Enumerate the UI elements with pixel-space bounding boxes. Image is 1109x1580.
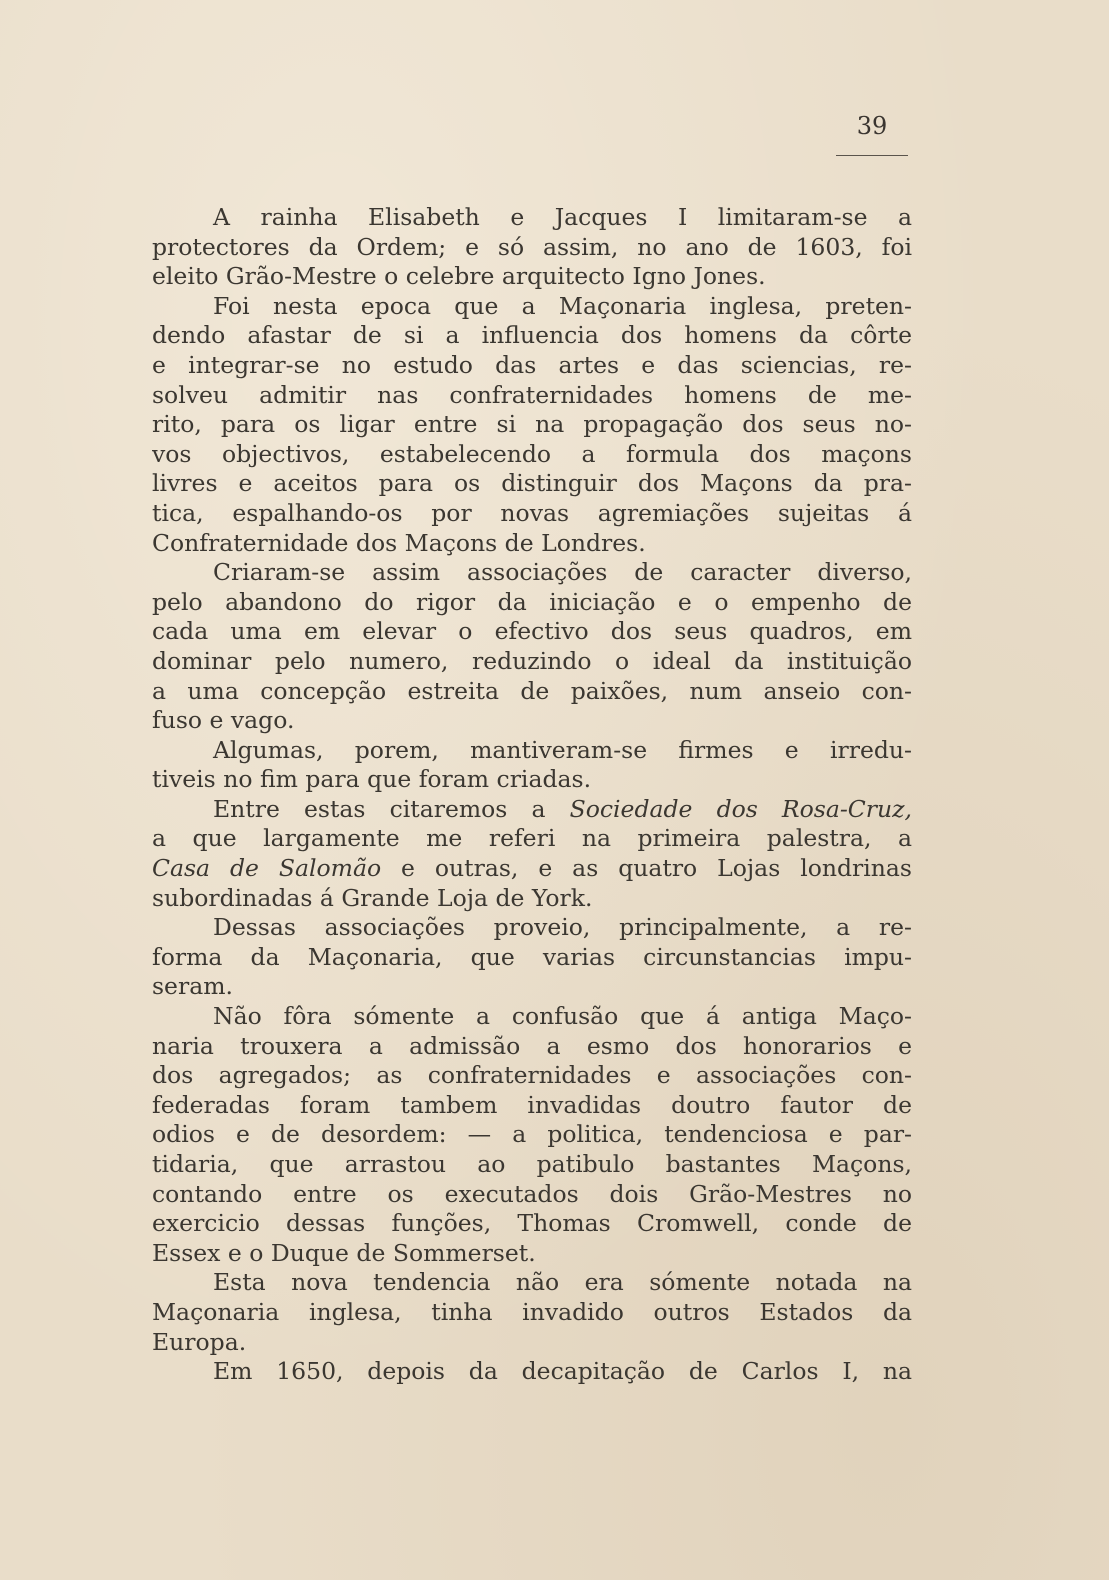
page-number: 39: [856, 112, 888, 140]
text-line: contando entre os executados dois Grão-Mestres no: [152, 1179, 912, 1208]
body-text: [152, 203, 912, 1387]
text-line: odios e de desordem: — a politica, tendenciosa e par-: [152, 1120, 912, 1149]
text-line: Esta nova tendencia não era sómente notada na: [213, 1268, 912, 1297]
text-line: Dessas associações proveio, principalmente, a re-: [213, 913, 912, 942]
italic-title: Sociedade dos Rosa-Cruz,: [569, 794, 912, 823]
text-line: Europa.: [152, 1327, 247, 1356]
text-line: subordinadas á Grande Loja de York.: [152, 883, 593, 912]
header-rule: [836, 155, 908, 156]
text-line: dos agregados; as confraternidades e associações con-: [152, 1061, 912, 1090]
text-line: tidaria, que arrastou ao patibulo bastantes Maçons,: [152, 1150, 912, 1178]
text-span: Entre estas citaremos a: [213, 794, 570, 823]
text-line: Confraternidade dos Maçons de Londres.: [152, 528, 646, 557]
text-line: Maçonaria inglesa, tinha invadido outros Estados da: [152, 1297, 912, 1326]
text-line: eleito Grão-Mestre o celebre arquitecto Igno Jones.: [152, 262, 766, 291]
text-line: Em 1650, depois da decapitação de Carlos I, na: [213, 1357, 912, 1386]
text-line: [152, 854, 912, 884]
text-line: Criaram-se assim associações de caracter diverso,: [213, 558, 912, 587]
text-line: e integrar-se no estudo das artes e das sciencias, re-: [152, 350, 912, 379]
text-line: fuso e vago.: [152, 706, 295, 735]
text-line: federadas foram tambem invadidas doutro fautor de: [152, 1090, 912, 1119]
text-line: A rainha Elisabeth e Jacques I limitaram-se a: [213, 203, 912, 231]
text-line: Foi nesta epoca que a Maçonaria inglesa, preten-: [213, 291, 912, 320]
text-line: dendo afastar de si a influencia dos homens da côrte: [152, 321, 912, 350]
text-line: tiveis no fim para que foram criadas.: [152, 765, 592, 794]
text-line: exercicio dessas funções, Thomas Cromwell, conde de: [152, 1209, 912, 1238]
text-line: cada uma em elevar o efectivo dos seus quadros, em: [152, 617, 912, 646]
text-line: forma da Maçonaria, que varias circunstancias impu-: [152, 942, 912, 971]
text-line: [152, 795, 912, 825]
text-line: seram.: [152, 972, 233, 1001]
text-span: e outras, e as quatro Lojas londrinas: [381, 854, 912, 883]
text-line: solveu admitir nas confraternidades homens de me-: [152, 380, 912, 409]
text-line: protectores da Ordem; e só assim, no ano de 1603, foi: [152, 232, 912, 261]
text-line: Não fôra sómente a confusão que á antiga Maço-: [213, 1002, 912, 1031]
text-line: vos objectivos, estabelecendo a formula dos maçons: [152, 439, 912, 468]
text-line: Essex e o Duque de Sommerset.: [152, 1238, 536, 1267]
text-line: a que largamente me referi na primeira palestra, a: [152, 824, 912, 853]
text-line: a uma concepção estreita de paixões, num anseio con-: [152, 676, 912, 705]
italic-title: Casa de Salomão: [152, 854, 382, 883]
text-line: rito, para os ligar entre si na propagação dos seus no-: [152, 410, 912, 439]
text-line: Algumas, porem, mantiveram-se firmes e irredu-: [213, 735, 912, 764]
text-line: naria trouxera a admissão a esmo dos honorarios e: [152, 1031, 912, 1060]
text-line: dominar pelo numero, reduzindo o ideal da instituição: [152, 646, 912, 675]
text-line: tica, espalhando-os por novas agremiações sujeitas á: [152, 498, 912, 527]
text-line: pelo abandono do rigor da iniciação e o empenho de: [152, 587, 912, 616]
text-line: livres e aceitos para os distinguir dos Maçons da pra-: [152, 469, 912, 498]
